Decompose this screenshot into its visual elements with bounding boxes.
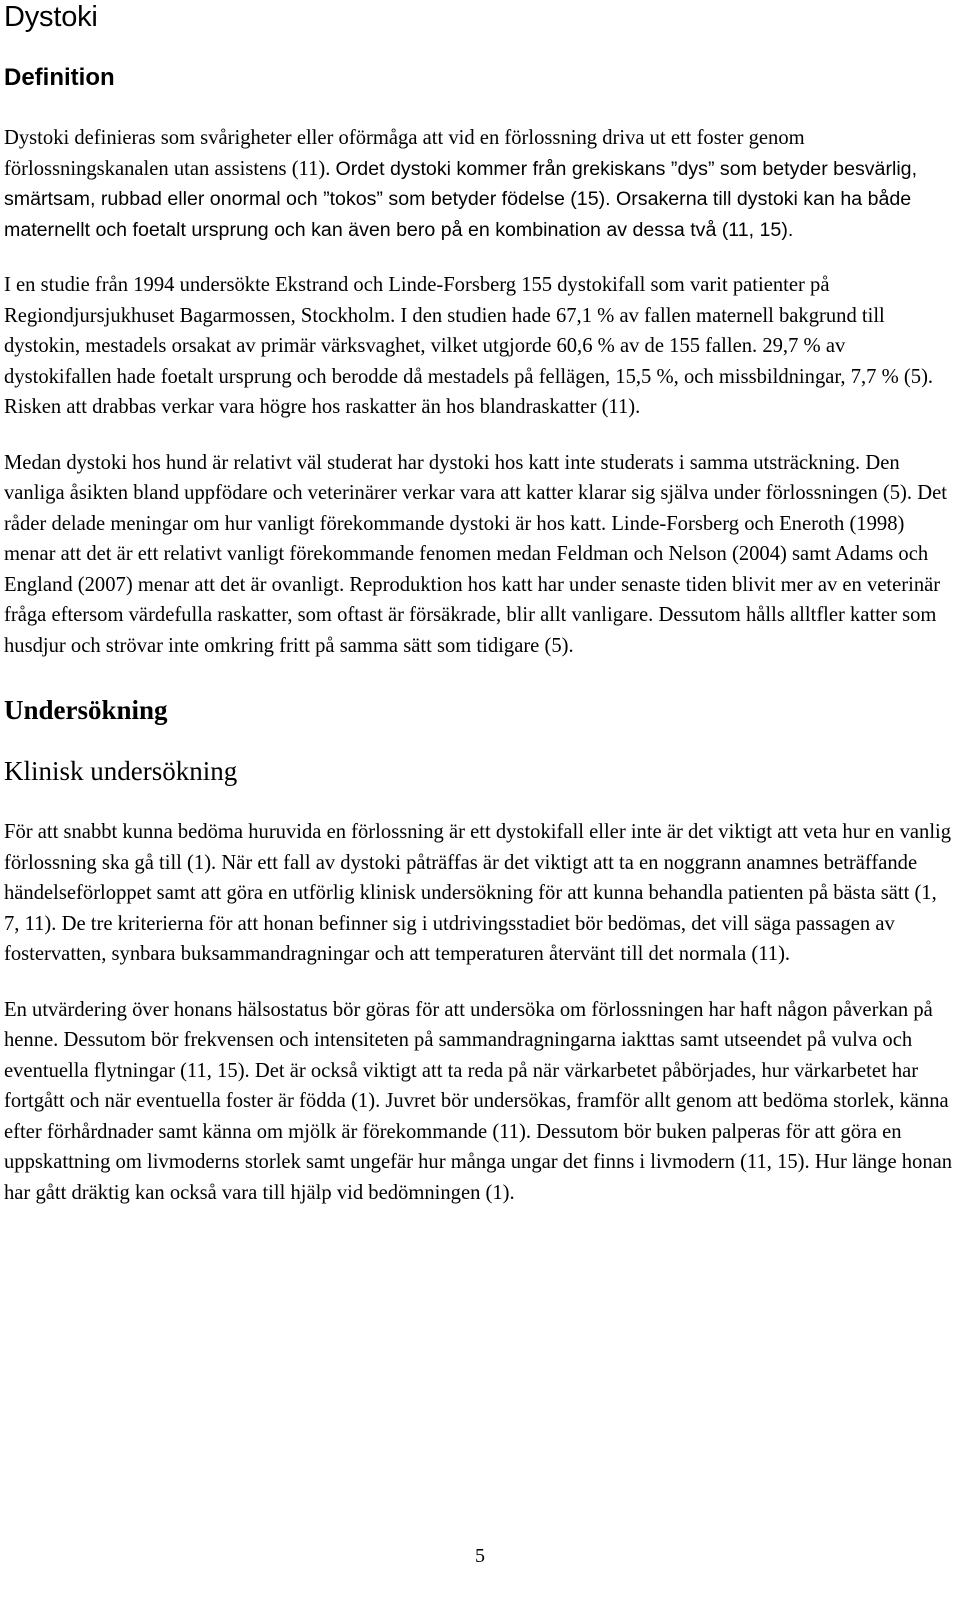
paragraph-definition-1-serif-run: Dystoki definieras som svårigheter eller oförmåga att vid en förlossning driva ut ett foster genom förlossningskanalen utan assistens (11).	[4, 127, 805, 180]
document-page	[4, 0, 954, 1208]
section-heading-undersokning: Undersökning	[4, 695, 168, 725]
document-title: Dystoki	[4, 1, 98, 33]
paragraph-definition-2	[4, 270, 954, 423]
section-heading-definition: Definition	[4, 64, 115, 91]
subsection-heading-klinisk: Klinisk undersökning	[4, 756, 238, 786]
page-number: 5	[475, 1545, 485, 1567]
paragraph-definition-2-text: I en studie från 1994 undersökte Ekstrand och Linde-Forsberg 155 dystokifall som varit patienter på Regiondjursjukhuset Bagarmossen, Stockholm. I den studien hade 67,1 % av fallen maternell bakgrund till dystokin, mestadels orsakat av primär värksvaghet, vilket utgjorde 60,6 % av de 155 fallen. 29,7 % av dystokifallen hade foetalt ursprung och berodde då mestadels på fellägen, 15,5 %, och missbildningar, 7,7 % (5). Risken att drabbas verkar vara högre hos raskatter än hos blandraskatter (11).	[4, 274, 934, 418]
paragraph-definition-1-sans-run: Ordet dystoki kommer från grekiskans ”dys” som betyder besvärlig, smärtsam, rubbad eller onormal och ”tokos” som betyder födelse (15). Orsakerna till dystoki kan ha både maternellt och foetalt ursprung och kan även bero på en kombination av dessa två (11, 15).	[4, 157, 918, 241]
paragraph-definition-3: Medan dystoki hos hund är relativt väl studerat har dystoki hos katt inte studerats i samma utsträckning. Den vanliga åsikten bland uppfödare och veterinärer verkar vara att katter klarar sig själva under förlossningen (5). Det råder delade meningar om hur vanligt förekommande dystoki är hos katt. Linde-Forsberg och Eneroth (1998) menar att det är ett relativt vanligt förekommande fenomen medan Feldman och Nelson (2004) samt Adams och England (2007) menar att det är ovanligt. Reproduktion hos katt har under senaste tiden blivit mer av en veterinär fråga eftersom värdefulla raskatter, som oftast är försäkrade, blir allt vanligare. Dessutom hålls alltfler katter som husdjur och strövar inte omkring fritt på samma sätt som tidigare (5).	[4, 451, 947, 657]
paragraph-definition-1	[4, 123, 954, 245]
paragraph-klinisk-2: En utvärdering över honans hälsostatus bör göras för att undersöka om förlossningen har haft någon påverkan på henne. Dessutom bör frekvensen och intensiteten på sammandragningarna iakttas samt utseendet på vulva och eventuella flytningar (11, 15). Det är också viktigt att ta reda på när värkarbetet påbörjades, hur värkarbetet har fortgått och när eventuella foster är födda (1). Juvret bör undersökas, framför allt genom att bedöma storlek, känna efter förhårdnader samt känna om mjölk är förekommande (11). Dessutom bör buken palperas för att göra en uppskattning om livmoderns storlek samt ungefär hur många ungar det finns i livmodern (11, 15). Hur länge honan har gått dräktig kan också vara till hjälp vid bedömningen (1).	[4, 998, 953, 1204]
paragraph-klinisk-1: För att snabbt kunna bedöma huruvida en förlossning är ett dystokifall eller inte är det viktigt att veta hur en vanlig förlossning ska gå till (1). När ett fall av dystoki påträffas är det viktigt att ta en noggrann anamnes beträffande händelseförloppet samt att göra en utförlig klinisk undersökning för att kunna behandla patienten på bästa sätt (1, 7, 11). De tre kriterierna för att honan befinner sig i utdrivingsstadiet bör bedömas, det vill säga passagen av fostervatten, synbara buksammandragningar och att temperaturen återvänt till det normala (11).	[4, 821, 952, 965]
